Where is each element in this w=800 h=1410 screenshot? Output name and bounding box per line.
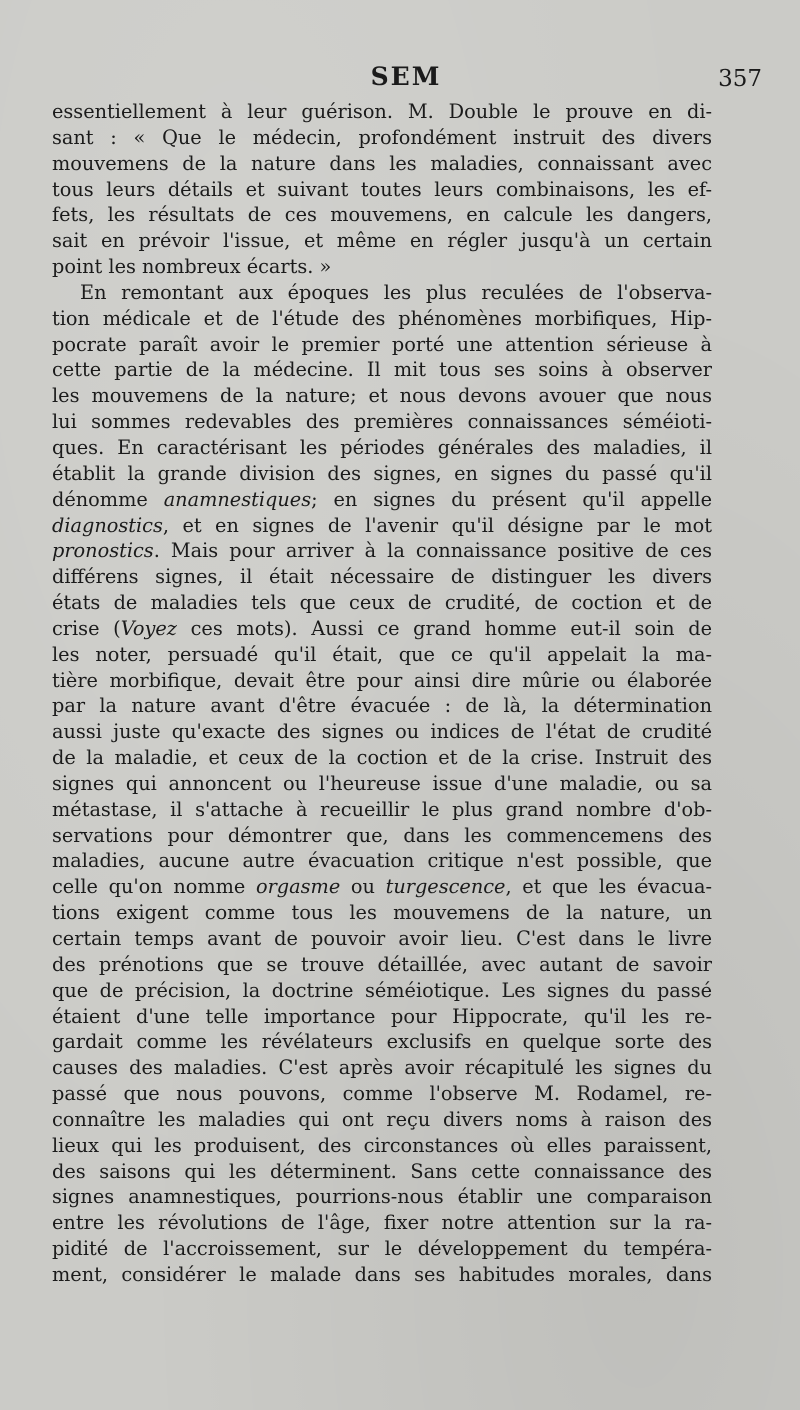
text-line: servations pour démontrer que, dans les commencemens des [52,823,712,847]
text-run: , et en signes de l'avenir qu'il désigne par le mot [162,513,712,537]
text-line: fets, les résultats de ces mouvemens, en calcule les dangers, [52,203,712,227]
text-line: sant : « Que le médecin, profondément instruit des divers [52,125,712,149]
text-run: ou [340,875,386,899]
page-number: 357 [718,66,762,92]
text-line: de la maladie, et ceux de la coction et de la crise. Instruit des [52,746,712,770]
text-line: les noter, persuadé qu'il était, que ce qu'il appelait la ma- [52,642,712,666]
text-line: En remontant aux époques les plus reculées de l'observa- [80,280,712,304]
text-line: que de précision, la doctrine séméiotique. Les signes du passé [52,978,712,1002]
text-line: les mouvemens de la nature; et nous devons avouer que nous [52,384,712,408]
italic-term: anamnestiques [163,487,312,511]
text-line: tous leurs détails et suivant toutes leurs combinaisons, les ef- [52,177,712,201]
italic-term: Voyez [120,616,177,640]
text-line: différens signes, il était nécessaire de distinguer les divers [52,565,712,589]
text-line: métastase, il s'attache à recueillir le plus grand nombre d'ob- [52,797,712,821]
text-line: essentiellement à leur guérison. M. Double le prouve en di- [52,100,712,123]
text-run: ces mots). Aussi ce grand homme eut-il soin de [176,616,713,640]
text-line [52,487,712,513]
text-line [52,874,712,900]
text-line: lui sommes redevables des premières connaissances séméioti- [52,410,712,434]
text-line: par la nature avant d'être évacuée : de là, la détermination [52,694,712,718]
text-line: signes anamnestiques, pourrions-nous établir une comparaison [52,1185,712,1209]
text-line: établit la grande division des signes, en signes du passé qu'il [52,461,712,485]
italic-term: orgasme [255,875,341,899]
text-line: passé que nous pouvons, comme l'observe M. Rodamel, re- [52,1082,712,1106]
text-line: états de maladies tels que ceux de crudité, de coction et de [52,591,712,615]
text-line [52,513,712,539]
text-run: celle qu'on nomme [52,875,256,899]
text-line: causes des maladies. C'est après avoir récapitulé les signes du [52,1056,712,1080]
text-run: , et que les évacua- [505,875,712,899]
text-run: ; en signes du présent qu'il appelle [311,487,712,511]
text-line [52,616,712,642]
text-line: sait en prévoir l'issue, et même en régler jusqu'à un certain [52,229,712,253]
text-line: des saisons qui les déterminent. Sans cette connaissance des [52,1159,712,1183]
running-title: SEM [370,62,442,91]
text-line: mouvemens de la nature dans les maladies, connaissant avec [52,151,712,175]
text-line: entre les révolutions de l'âge, fixer notre attention sur la ra- [52,1211,712,1235]
text-line: ment, considérer le malade dans ses habitudes morales, dans [52,1262,712,1286]
italic-term: pronostics [52,539,154,563]
text-line: tière morbifique, devait être pour ainsi dire mûrie ou élaborée [52,668,712,692]
text-line: tions exigent comme tous les mouvemens de la nature, un [52,901,712,925]
italic-term: turgescence [385,875,506,899]
text-line: point les nombreux écarts. » [52,255,332,279]
text-line: tion médicale et de l'étude des phénomènes morbifiques, Hip- [52,306,712,330]
text-line: étaient d'une telle importance pour Hippocrate, qu'il les re- [52,1004,712,1028]
text-run: dénomme [52,487,164,511]
text-line: des prénotions que se trouve détaillée, avec autant de savoir [52,952,712,976]
body-text [52,99,712,1288]
text-line: signes qui annoncent ou l'heureuse issue d'une maladie, ou sa [52,771,712,795]
text-line [52,538,712,564]
italic-term: diagnostics [52,513,163,537]
text-line: connaître les maladies qui ont reçu divers noms à raison des [52,1107,712,1131]
text-line: ques. En caractérisant les périodes générales des maladies, il [52,435,712,459]
text-line: lieux qui les produisent, des circonstances où elles paraissent, [52,1133,712,1157]
text-line: pidité de l'accroissement, sur le développement du tempéra- [52,1237,712,1261]
text-run: crise ( [52,616,121,640]
text-line: certain temps avant de pouvoir avoir lieu. C'est dans le livre [52,927,712,950]
running-head [50,62,762,96]
text-line: pocrate paraît avoir le premier porté une attention sérieuse à [52,332,712,356]
text-line: gardait comme les révélateurs exclusifs en quelque sorte des [52,1030,712,1054]
text-run: . Mais pour arriver à la connaissance positive de ces [153,539,712,563]
text-line: cette partie de la médecine. Il mit tous ses soins à observer [52,358,712,382]
text-line: aussi juste qu'exacte des signes ou indices de l'état de crudité [52,720,712,744]
text-line: maladies, aucune autre évacuation critique n'est possible, que [52,849,712,873]
